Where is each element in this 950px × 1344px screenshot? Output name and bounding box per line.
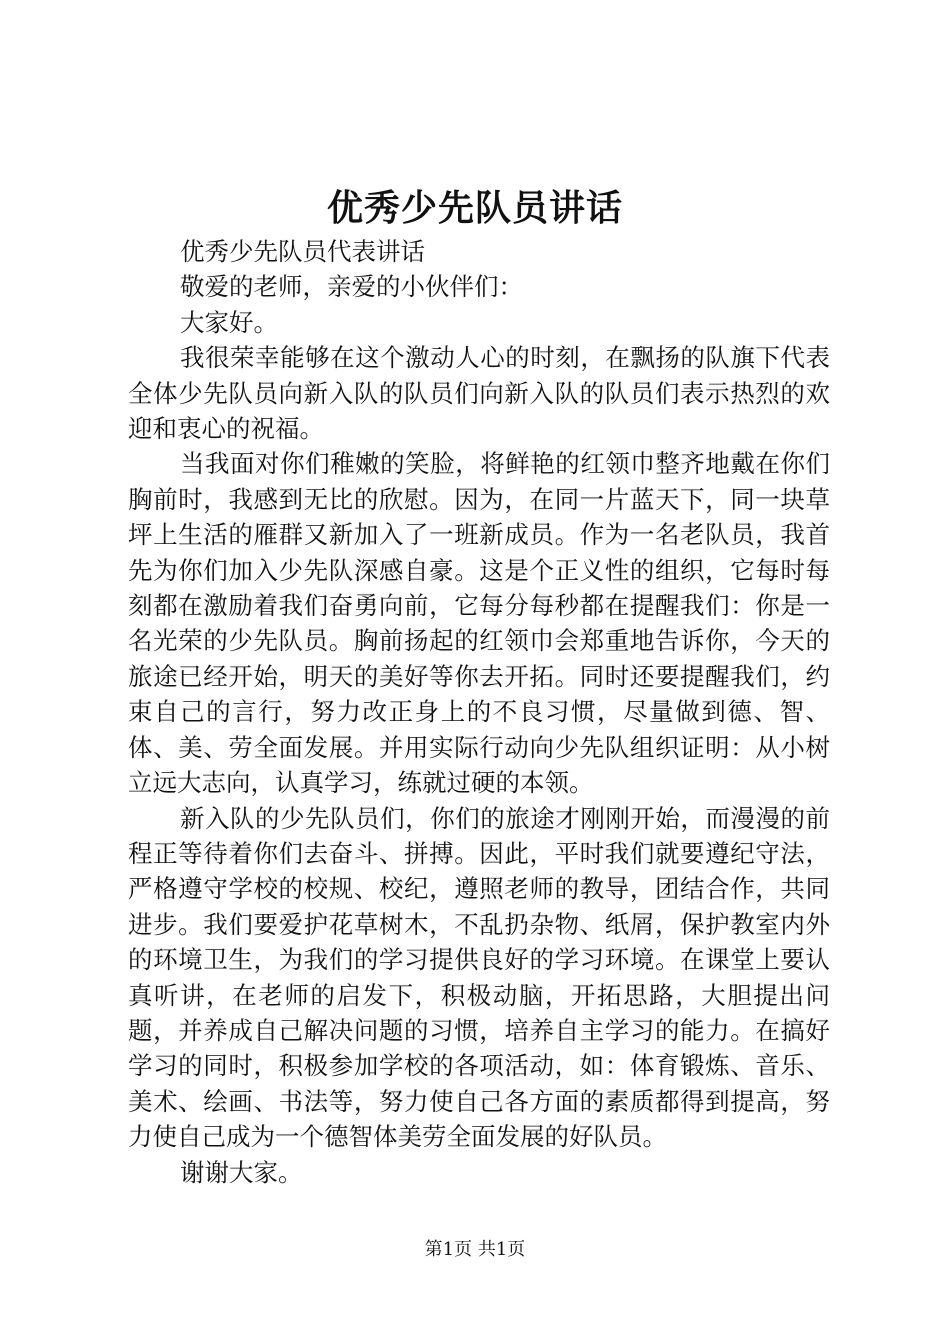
paragraph-welcome: 我很荣幸能够在这个激动人心的时刻，在飘扬的队旗下代表全体少先队员向新入队的队员们向新入队的队员们表示热烈的欢迎和衷心的祝福。 (128, 343, 830, 444)
page-footer: 第1页 共1页 (424, 1239, 526, 1260)
speech-heading: 优秀少先队员代表讲话 (180, 237, 425, 266)
salutation: 敬爱的老师，亲爱的小伙伴们： (180, 272, 523, 302)
paragraph-advice: 新入队的少先队员们，你们的旅途才刚刚开始，而漫漫的前程正等待着你们去奋斗、拼搏。因此，平时我们就要遵纪守法，严格遵守学校的校规、校纪，遵照老师的教导，团结合作，共同进步。我们要爱护花草树木，不乱扔杂物、纸屑，保护教室内外的环境卫生，为我们的学习提供良好的学习环境。在课堂上要认真听讲，在老师的启发下，积极动脑，开拓思路，大胆提出问题，并养成自己解决问题的习惯，培养自主学习的能力。在搞好学习的同时，积极参加学校的各项活动，如：体育锻炼、音乐、美术、绘画、书法等，努力使自己各方面的素质都得到提高，努力使自己成为一个德智体美劳全面发展的好队员。 (128, 803, 830, 1152)
greeting: 大家好。 (180, 307, 278, 337)
paragraph-reflection: 当我面对你们稚嫩的笑脸，将鲜艳的红领巾整齐地戴在你们胸前时，我感到无比的欣慰。因为，在同一片蓝天下，同一块草坪上生活的雁群又新加入了一班新成员。作为一名老队员，我首先为你们加入少先队深感自豪。这是个正义性的组织，它每时每刻都在激励着我们奋勇向前，它每分每秒都在提醒我们：你是一名光荣的少先队员。胸前扬起的红领巾会郑重地告诉你，今天的旅途已经开始，明天的美好等你去开拓。同时还要提醒我们，约束自己的言行，努力改正身上的不良习惯，尽量做到德、智、体、美、劳全面发展。并用实际行动向少先队组织证明：从小树立远大志向，认真学习，练就过硬的本领。 (128, 449, 830, 798)
page-title: 优秀少先队员讲话 (326, 188, 623, 229)
closing: 谢谢大家。 (180, 1157, 303, 1187)
document-body (128, 234, 830, 1190)
